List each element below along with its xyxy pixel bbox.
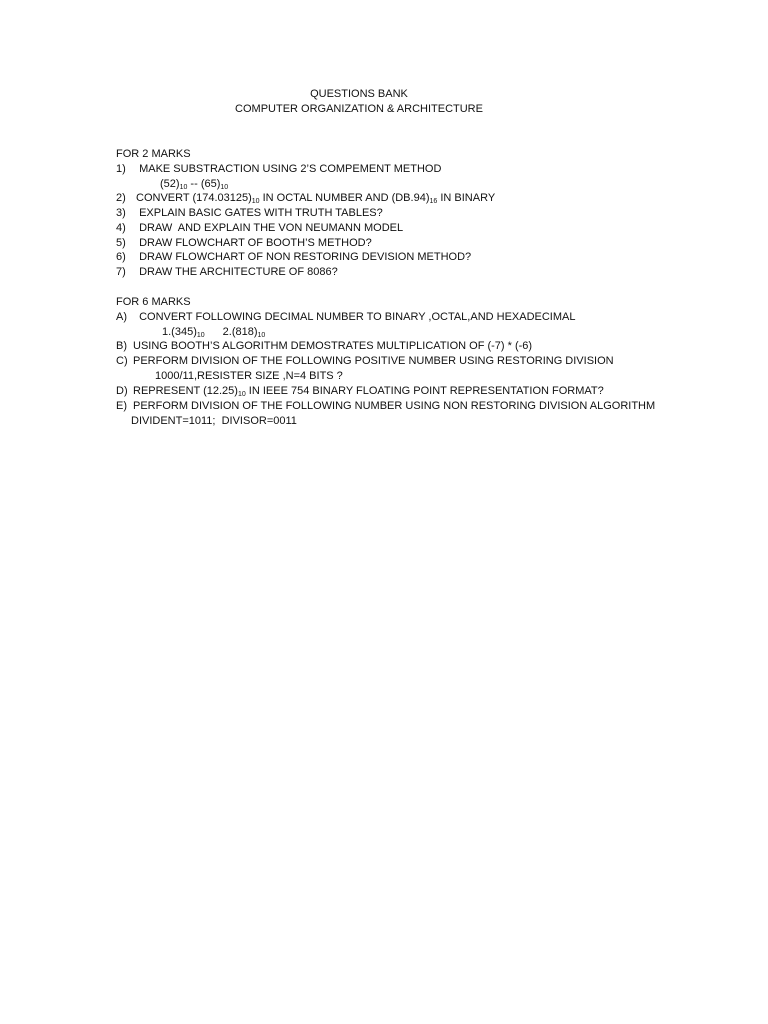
question-number: 1) [116, 163, 126, 175]
question-b [116, 340, 532, 352]
question-c-detail: 1000/11,RESISTER SIZE ,N=4 BITS ? [155, 370, 343, 382]
section-heading-6-marks: FOR 6 MARKS [116, 296, 191, 308]
document-title: QUESTIONS BANK [310, 88, 408, 100]
question-1-expression [160, 178, 228, 190]
question-number: D) [116, 385, 128, 397]
question-7 [116, 266, 338, 278]
question-2 [116, 192, 495, 204]
operand-a: (52) [160, 178, 180, 190]
question-number: B) [116, 340, 127, 352]
question-text: DRAW FLOWCHART OF NON RESTORING DEVISION METHOD? [139, 251, 472, 263]
item-1: 1.(345) [162, 326, 197, 338]
question-text: IN OCTAL NUMBER AND (DB.94) [259, 192, 430, 204]
base-subscript: 10 [257, 332, 266, 339]
base-subscript: 10 [251, 198, 260, 205]
base-subscript: 10 [179, 184, 188, 191]
question-number: A) [116, 311, 127, 323]
item-2: 2.(818) [222, 326, 258, 338]
question-5 [116, 237, 372, 249]
question-text: PERFORM DIVISION OF THE FOLLOWING NUMBER USING NON RESTORING DIVISION ALGORITHM [133, 400, 656, 412]
question-text: PERFORM DIVISION OF THE FOLLOWING POSITIVE NUMBER USING RESTORING DIVISION [133, 355, 614, 367]
question-number: 5) [116, 237, 126, 249]
question-e [116, 400, 655, 412]
question-text: IN BINARY [437, 192, 496, 204]
question-number: C) [116, 355, 128, 367]
question-a-items [162, 326, 265, 338]
question-text: MAKE SUBSTRACTION USING 2’S COMPEMENT METHOD [139, 163, 442, 175]
question-a [116, 311, 576, 323]
question-1 [116, 163, 441, 175]
question-text: USING BOOTH’S ALGORITHM DEMOSTRATES MULTIPLICATION OF (-7) * (-6) [133, 340, 533, 352]
question-4 [116, 222, 403, 234]
question-text: DRAW AND EXPLAIN THE VON NEUMANN MODEL [139, 222, 404, 234]
base-subscript: 10 [220, 184, 229, 191]
question-e-detail: DIVIDENT=1011; DIVISOR=0011 [131, 415, 297, 427]
question-6 [116, 251, 471, 263]
base-subscript: 10 [196, 332, 205, 339]
base-subscript: 16 [429, 198, 438, 205]
question-text: REPRESENT (12.25) [133, 385, 238, 397]
question-text: CONVERT (174.03125) [136, 192, 252, 204]
question-text: DRAW FLOWCHART OF BOOTH’S METHOD? [139, 237, 372, 249]
question-number: 2) [116, 192, 126, 204]
base-subscript: 10 [237, 391, 246, 398]
section-heading-2-marks: FOR 2 MARKS [116, 148, 191, 160]
operator: -- [187, 178, 201, 190]
question-text: CONVERT FOLLOWING DECIMAL NUMBER TO BINARY ,OCTAL,AND HEXADECIMAL [139, 311, 576, 323]
question-number: 3) [116, 207, 126, 219]
question-number: E) [116, 400, 127, 412]
question-3 [116, 207, 383, 219]
question-number: 7) [116, 266, 126, 278]
question-c [116, 355, 614, 367]
question-d [116, 385, 604, 397]
question-text: EXPLAIN BASIC GATES WITH TRUTH TABLES? [139, 207, 383, 219]
document-subtitle: COMPUTER ORGANIZATION & ARCHITECTURE [235, 103, 483, 115]
operand-b: (65) [200, 178, 221, 190]
question-text: DRAW THE ARCHITECTURE OF 8086? [139, 266, 338, 278]
question-number: 6) [116, 251, 126, 263]
question-number: 4) [116, 222, 126, 234]
question-text: IN IEEE 754 BINARY FLOATING POINT REPRESENTATION FORMAT? [245, 385, 604, 397]
